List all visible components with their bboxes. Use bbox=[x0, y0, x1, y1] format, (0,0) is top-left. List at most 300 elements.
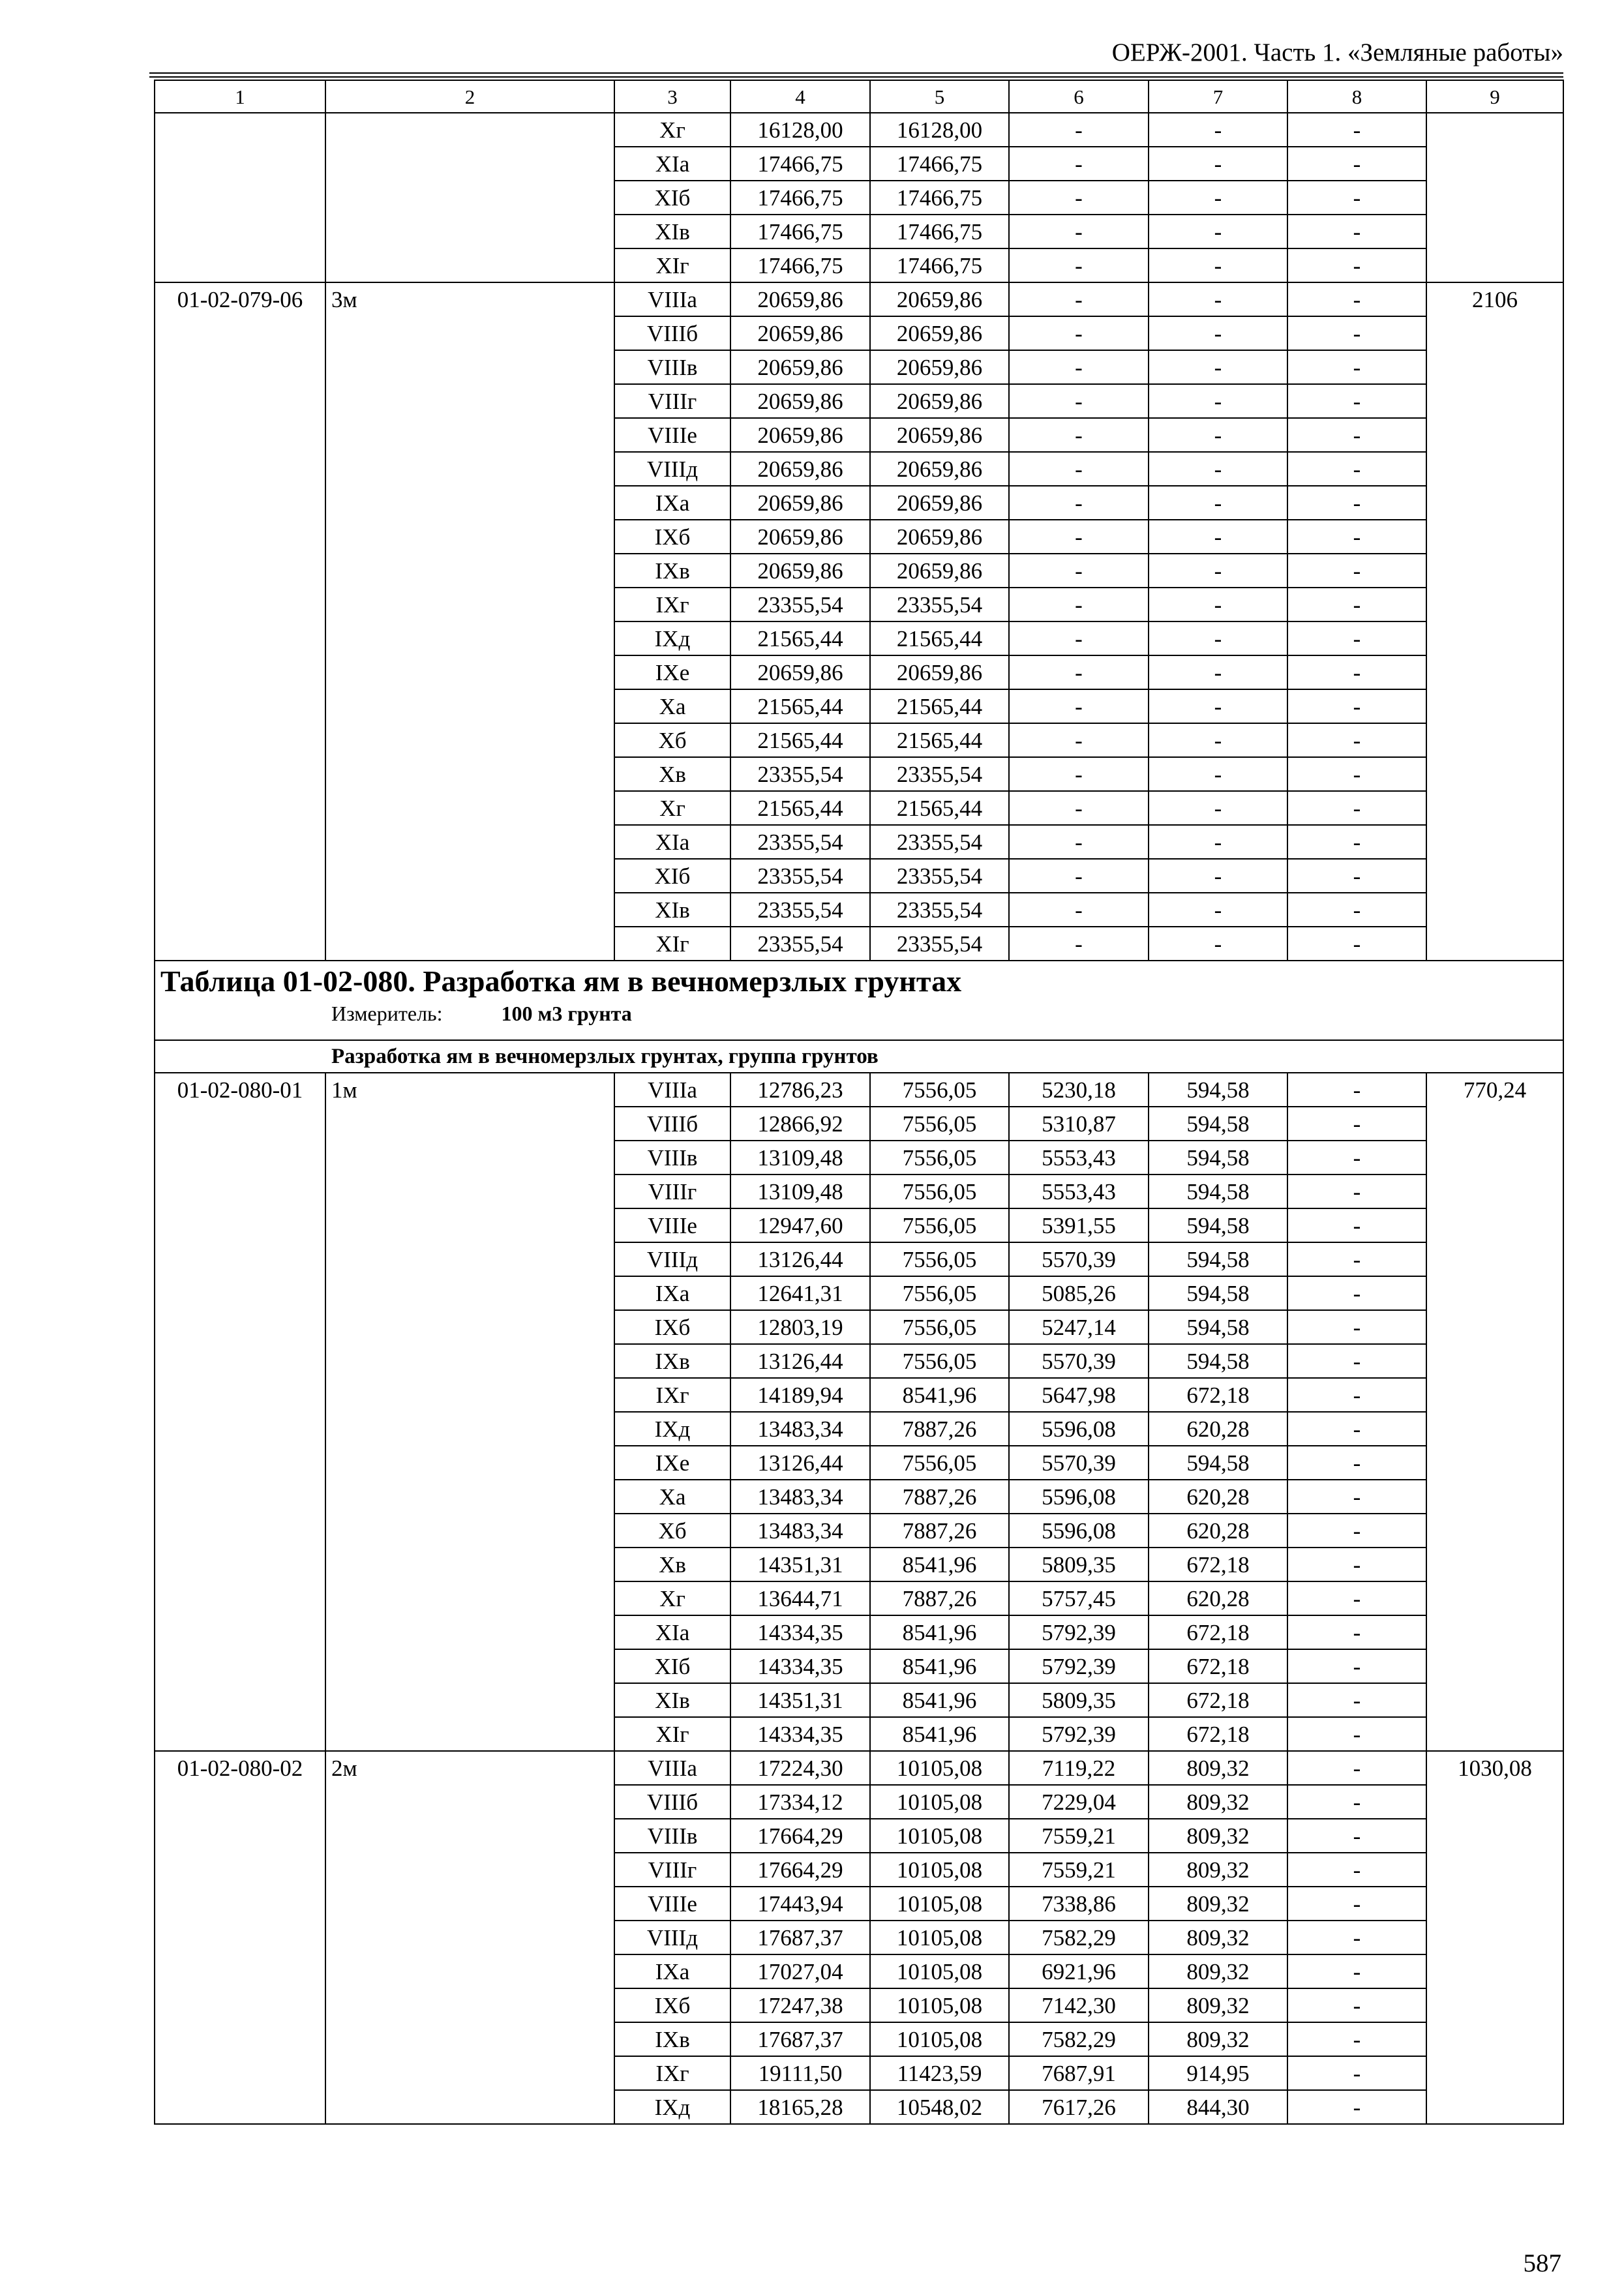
machine-cost-cell: - bbox=[1009, 689, 1149, 723]
soil-group-cell: IXб bbox=[614, 520, 730, 554]
wages-cell: 7887,26 bbox=[870, 1514, 1009, 1548]
machinist-wages-cell: 809,32 bbox=[1149, 1887, 1287, 1921]
machine-cost-cell: - bbox=[1009, 723, 1149, 757]
wages-cell: 17466,75 bbox=[870, 181, 1009, 215]
wages-cell: 20659,86 bbox=[870, 316, 1009, 350]
materials-cell: - bbox=[1287, 825, 1426, 859]
wages-cell: 7556,05 bbox=[870, 1174, 1009, 1208]
soil-group-cell: IXб bbox=[614, 1988, 730, 2022]
materials-cell: - bbox=[1287, 181, 1426, 215]
soil-group-cell: XIв bbox=[614, 1683, 730, 1717]
total-cost-cell: 17664,29 bbox=[730, 1819, 870, 1853]
machinist-wages-cell: - bbox=[1149, 282, 1287, 316]
column-number: 4 bbox=[730, 80, 870, 113]
wages-cell: 8541,96 bbox=[870, 1717, 1009, 1751]
materials-cell: - bbox=[1287, 418, 1426, 452]
total-cost-cell: 12641,31 bbox=[730, 1276, 870, 1310]
materials-cell: - bbox=[1287, 1242, 1426, 1276]
machine-cost-cell: 7142,30 bbox=[1009, 1988, 1149, 2022]
materials-cell: - bbox=[1287, 1853, 1426, 1887]
rate-code-cell: 01-02-080-02 bbox=[155, 1751, 325, 2124]
soil-group-cell: Xб bbox=[614, 1514, 730, 1548]
wages-cell: 8541,96 bbox=[870, 1548, 1009, 1581]
wages-cell: 8541,96 bbox=[870, 1378, 1009, 1412]
total-cost-cell: 13483,34 bbox=[730, 1412, 870, 1446]
total-cost-cell: 17224,30 bbox=[730, 1751, 870, 1785]
materials-cell: - bbox=[1287, 757, 1426, 791]
total-cost-cell: 23355,54 bbox=[730, 825, 870, 859]
machinist-wages-cell: - bbox=[1149, 418, 1287, 452]
machine-cost-cell: 5792,39 bbox=[1009, 1717, 1149, 1751]
machine-cost-cell: - bbox=[1009, 147, 1149, 181]
materials-cell: - bbox=[1287, 2056, 1426, 2090]
soil-group-cell: VIIIв bbox=[614, 1819, 730, 1853]
column-number-row bbox=[155, 80, 1563, 113]
materials-cell: - bbox=[1287, 588, 1426, 621]
wages-cell: 7556,05 bbox=[870, 1344, 1009, 1378]
materials-cell: - bbox=[1287, 1887, 1426, 1921]
total-cost-cell: 17466,75 bbox=[730, 215, 870, 248]
page-number: 587 bbox=[1523, 2249, 1561, 2277]
soil-group-cell: XIа bbox=[614, 147, 730, 181]
soil-group-cell: IXв bbox=[614, 554, 730, 588]
machine-cost-cell: - bbox=[1009, 486, 1149, 520]
machinist-wages-cell: - bbox=[1149, 893, 1287, 927]
total-cost-cell: 17687,37 bbox=[730, 1921, 870, 1954]
materials-cell: - bbox=[1287, 927, 1426, 961]
machinist-wages-cell: 809,32 bbox=[1149, 2022, 1287, 2056]
machine-cost-cell: 5596,08 bbox=[1009, 1412, 1149, 1446]
machinist-wages-cell: 809,32 bbox=[1149, 1785, 1287, 1819]
materials-cell: - bbox=[1287, 1581, 1426, 1615]
soil-group-cell: VIIIб bbox=[614, 316, 730, 350]
table-row bbox=[155, 1073, 1563, 1107]
soil-group-cell: IXг bbox=[614, 2056, 730, 2090]
soil-group-cell: XIг bbox=[614, 1717, 730, 1751]
total-cost-cell: 20659,86 bbox=[730, 418, 870, 452]
wages-cell: 10105,08 bbox=[870, 1751, 1009, 1785]
machine-cost-cell: 5310,87 bbox=[1009, 1107, 1149, 1141]
machine-cost-cell: - bbox=[1009, 588, 1149, 621]
materials-cell: - bbox=[1287, 1921, 1426, 1954]
wages-cell: 21565,44 bbox=[870, 791, 1009, 825]
machinist-wages-cell: 594,58 bbox=[1149, 1310, 1287, 1344]
column-number: 5 bbox=[870, 80, 1009, 113]
soil-group-cell: IXв bbox=[614, 1344, 730, 1378]
machine-cost-cell: 5247,14 bbox=[1009, 1310, 1149, 1344]
machine-cost-cell: 7559,21 bbox=[1009, 1853, 1149, 1887]
machine-cost-cell: 5792,39 bbox=[1009, 1649, 1149, 1683]
materials-cell: - bbox=[1287, 1548, 1426, 1581]
materials-cell: - bbox=[1287, 1717, 1426, 1751]
total-cost-cell: 13109,48 bbox=[730, 1141, 870, 1174]
machine-cost-cell: 7559,21 bbox=[1009, 1819, 1149, 1853]
total-cost-cell: 17466,75 bbox=[730, 147, 870, 181]
total-cost-cell: 17247,38 bbox=[730, 1988, 870, 2022]
total-cost-cell: 20659,86 bbox=[730, 316, 870, 350]
materials-cell: - bbox=[1287, 282, 1426, 316]
machine-cost-cell: 5596,08 bbox=[1009, 1480, 1149, 1514]
soil-group-cell: VIIIв bbox=[614, 1141, 730, 1174]
header-rule bbox=[149, 72, 1563, 74]
materials-cell: - bbox=[1287, 689, 1426, 723]
soil-group-cell: VIIIг bbox=[614, 384, 730, 418]
wages-cell: 7887,26 bbox=[870, 1480, 1009, 1514]
materials-cell: - bbox=[1287, 350, 1426, 384]
wages-cell: 7887,26 bbox=[870, 1581, 1009, 1615]
soil-group-cell: VIIIб bbox=[614, 1785, 730, 1819]
machine-cost-cell: 5792,39 bbox=[1009, 1615, 1149, 1649]
table-row bbox=[155, 113, 1563, 147]
materials-cell: - bbox=[1287, 316, 1426, 350]
wages-cell: 17466,75 bbox=[870, 248, 1009, 282]
materials-cell: - bbox=[1287, 1649, 1426, 1683]
wages-cell: 7887,26 bbox=[870, 1412, 1009, 1446]
soil-group-cell: XIв bbox=[614, 215, 730, 248]
machinist-wages-cell: 809,32 bbox=[1149, 1954, 1287, 1988]
machinist-wages-cell: - bbox=[1149, 113, 1287, 147]
measure-line bbox=[331, 1003, 1563, 1024]
wages-cell: 11423,59 bbox=[870, 2056, 1009, 2090]
total-cost-cell: 13126,44 bbox=[730, 1242, 870, 1276]
labor-norm-cell bbox=[1426, 113, 1563, 282]
machine-cost-cell: - bbox=[1009, 113, 1149, 147]
total-cost-cell: 17027,04 bbox=[730, 1954, 870, 1988]
machine-cost-cell: - bbox=[1009, 316, 1149, 350]
rates-table bbox=[154, 80, 1564, 2125]
wages-cell: 20659,86 bbox=[870, 418, 1009, 452]
wages-cell: 10105,08 bbox=[870, 1921, 1009, 1954]
total-cost-cell: 14351,31 bbox=[730, 1683, 870, 1717]
materials-cell: - bbox=[1287, 486, 1426, 520]
materials-cell: - bbox=[1287, 1141, 1426, 1174]
soil-group-cell: VIIIа bbox=[614, 1751, 730, 1785]
machine-cost-cell: - bbox=[1009, 927, 1149, 961]
total-cost-cell: 19111,50 bbox=[730, 2056, 870, 2090]
machinist-wages-cell: - bbox=[1149, 689, 1287, 723]
machinist-wages-cell: - bbox=[1149, 181, 1287, 215]
materials-cell: - bbox=[1287, 1480, 1426, 1514]
materials-cell: - bbox=[1287, 554, 1426, 588]
machine-cost-cell: - bbox=[1009, 655, 1149, 689]
total-cost-cell: 20659,86 bbox=[730, 486, 870, 520]
machinist-wages-cell: 672,18 bbox=[1149, 1548, 1287, 1581]
machine-cost-cell: 5809,35 bbox=[1009, 1683, 1149, 1717]
machinist-wages-cell: - bbox=[1149, 757, 1287, 791]
soil-group-cell: VIIIг bbox=[614, 1174, 730, 1208]
total-cost-cell: 17466,75 bbox=[730, 181, 870, 215]
soil-group-cell: VIIIв bbox=[614, 350, 730, 384]
wages-cell: 20659,86 bbox=[870, 554, 1009, 588]
labor-norm-cell: 1030,08 bbox=[1426, 1751, 1563, 2124]
materials-cell: - bbox=[1287, 1446, 1426, 1480]
wages-cell: 23355,54 bbox=[870, 893, 1009, 927]
materials-cell: - bbox=[1287, 113, 1426, 147]
wages-cell: 20659,86 bbox=[870, 520, 1009, 554]
machinist-wages-cell: - bbox=[1149, 350, 1287, 384]
column-number: 2 bbox=[325, 80, 614, 113]
machinist-wages-cell: - bbox=[1149, 588, 1287, 621]
wages-cell: 20659,86 bbox=[870, 282, 1009, 316]
materials-cell: - bbox=[1287, 1378, 1426, 1412]
soil-group-cell: IXе bbox=[614, 1446, 730, 1480]
total-cost-cell: 20659,86 bbox=[730, 655, 870, 689]
machine-cost-cell: 5647,98 bbox=[1009, 1378, 1149, 1412]
wages-cell: 7556,05 bbox=[870, 1073, 1009, 1107]
rate-name-cell: 1м bbox=[325, 1073, 614, 1751]
total-cost-cell: 23355,54 bbox=[730, 927, 870, 961]
machine-cost-cell: 7229,04 bbox=[1009, 1785, 1149, 1819]
wages-cell: 23355,54 bbox=[870, 757, 1009, 791]
machine-cost-cell: - bbox=[1009, 621, 1149, 655]
wages-cell: 23355,54 bbox=[870, 859, 1009, 893]
wages-cell: 7556,05 bbox=[870, 1242, 1009, 1276]
machinist-wages-cell: - bbox=[1149, 621, 1287, 655]
rate-code-cell: 01-02-079-06 bbox=[155, 282, 325, 961]
wages-cell: 8541,96 bbox=[870, 1615, 1009, 1649]
machine-cost-cell: 5570,39 bbox=[1009, 1242, 1149, 1276]
total-cost-cell: 21565,44 bbox=[730, 791, 870, 825]
soil-group-cell: IXа bbox=[614, 1954, 730, 1988]
wages-cell: 10105,08 bbox=[870, 1819, 1009, 1853]
materials-cell: - bbox=[1287, 452, 1426, 486]
wages-cell: 20659,86 bbox=[870, 486, 1009, 520]
total-cost-cell: 17664,29 bbox=[730, 1853, 870, 1887]
total-cost-cell: 12786,23 bbox=[730, 1073, 870, 1107]
wages-cell: 21565,44 bbox=[870, 621, 1009, 655]
total-cost-cell: 20659,86 bbox=[730, 520, 870, 554]
wages-cell: 20659,86 bbox=[870, 384, 1009, 418]
soil-group-cell: VIIIд bbox=[614, 452, 730, 486]
total-cost-cell: 18165,28 bbox=[730, 2090, 870, 2124]
rate-code-cell bbox=[155, 113, 325, 282]
materials-cell: - bbox=[1287, 1988, 1426, 2022]
group-heading-row bbox=[155, 1040, 1563, 1073]
wages-cell: 17466,75 bbox=[870, 215, 1009, 248]
machine-cost-cell: - bbox=[1009, 757, 1149, 791]
machine-cost-cell: 5570,39 bbox=[1009, 1344, 1149, 1378]
labor-norm-cell: 2106 bbox=[1426, 282, 1563, 961]
machinist-wages-cell: 809,32 bbox=[1149, 1921, 1287, 1954]
materials-cell: - bbox=[1287, 655, 1426, 689]
machinist-wages-cell: 672,18 bbox=[1149, 1615, 1287, 1649]
wages-cell: 10105,08 bbox=[870, 1785, 1009, 1819]
machinist-wages-cell: 594,58 bbox=[1149, 1107, 1287, 1141]
materials-cell: - bbox=[1287, 1954, 1426, 1988]
measure-label: Измеритель: bbox=[331, 1002, 443, 1025]
table-heading bbox=[155, 961, 1563, 1040]
materials-cell: - bbox=[1287, 1107, 1426, 1141]
machinist-wages-cell: - bbox=[1149, 248, 1287, 282]
machinist-wages-cell: - bbox=[1149, 520, 1287, 554]
materials-cell: - bbox=[1287, 859, 1426, 893]
soil-group-cell: Xа bbox=[614, 1480, 730, 1514]
machinist-wages-cell: 594,58 bbox=[1149, 1446, 1287, 1480]
materials-cell: - bbox=[1287, 520, 1426, 554]
table-row bbox=[155, 1751, 1563, 1785]
wages-cell: 10105,08 bbox=[870, 1887, 1009, 1921]
machine-cost-cell: 7617,26 bbox=[1009, 2090, 1149, 2124]
soil-group-cell: VIIIд bbox=[614, 1242, 730, 1276]
machine-cost-cell: 5391,55 bbox=[1009, 1208, 1149, 1242]
rate-name-cell: 3м bbox=[325, 282, 614, 961]
soil-group-cell: Xб bbox=[614, 723, 730, 757]
wages-cell: 7556,05 bbox=[870, 1208, 1009, 1242]
total-cost-cell: 23355,54 bbox=[730, 893, 870, 927]
machine-cost-cell: 7687,91 bbox=[1009, 2056, 1149, 2090]
machinist-wages-cell: 620,28 bbox=[1149, 1412, 1287, 1446]
wages-cell: 10105,08 bbox=[870, 2022, 1009, 2056]
machine-cost-cell: - bbox=[1009, 215, 1149, 248]
column-number: 3 bbox=[614, 80, 730, 113]
machinist-wages-cell: 594,58 bbox=[1149, 1276, 1287, 1310]
soil-group-cell: IXг bbox=[614, 1378, 730, 1412]
total-cost-cell: 20659,86 bbox=[730, 384, 870, 418]
total-cost-cell: 17334,12 bbox=[730, 1785, 870, 1819]
materials-cell: - bbox=[1287, 1615, 1426, 1649]
materials-cell: - bbox=[1287, 791, 1426, 825]
machine-cost-cell: - bbox=[1009, 825, 1149, 859]
machinist-wages-cell: 594,58 bbox=[1149, 1073, 1287, 1107]
machine-cost-cell: - bbox=[1009, 282, 1149, 316]
total-cost-cell: 20659,86 bbox=[730, 282, 870, 316]
machinist-wages-cell: - bbox=[1149, 452, 1287, 486]
materials-cell: - bbox=[1287, 723, 1426, 757]
machinist-wages-cell: 672,18 bbox=[1149, 1717, 1287, 1751]
materials-cell: - bbox=[1287, 1208, 1426, 1242]
soil-group-cell: IXе bbox=[614, 655, 730, 689]
soil-group-cell: XIв bbox=[614, 893, 730, 927]
machinist-wages-cell: - bbox=[1149, 927, 1287, 961]
machinist-wages-cell: 809,32 bbox=[1149, 1751, 1287, 1785]
soil-group-cell: VIIIб bbox=[614, 1107, 730, 1141]
wages-cell: 8541,96 bbox=[870, 1649, 1009, 1683]
total-cost-cell: 23355,54 bbox=[730, 859, 870, 893]
wages-cell: 7556,05 bbox=[870, 1310, 1009, 1344]
wages-cell: 7556,05 bbox=[870, 1446, 1009, 1480]
machine-cost-cell: 5230,18 bbox=[1009, 1073, 1149, 1107]
machine-cost-cell: - bbox=[1009, 520, 1149, 554]
soil-group-cell: Xг bbox=[614, 1581, 730, 1615]
wages-cell: 23355,54 bbox=[870, 588, 1009, 621]
wages-cell: 8541,96 bbox=[870, 1683, 1009, 1717]
total-cost-cell: 13483,34 bbox=[730, 1514, 870, 1548]
machinist-wages-cell: - bbox=[1149, 147, 1287, 181]
wages-cell: 10105,08 bbox=[870, 1853, 1009, 1887]
rates-table-body bbox=[155, 80, 1563, 2124]
total-cost-cell: 14334,35 bbox=[730, 1615, 870, 1649]
total-cost-cell: 13483,34 bbox=[730, 1480, 870, 1514]
machinist-wages-cell: - bbox=[1149, 316, 1287, 350]
total-cost-cell: 21565,44 bbox=[730, 723, 870, 757]
wages-cell: 7556,05 bbox=[870, 1141, 1009, 1174]
soil-group-cell: XIб bbox=[614, 181, 730, 215]
machine-cost-cell: 6921,96 bbox=[1009, 1954, 1149, 1988]
soil-group-cell: IXд bbox=[614, 1412, 730, 1446]
materials-cell: - bbox=[1287, 1514, 1426, 1548]
group-heading: Разработка ям в вечномерзлых грунтах, группа грунтов bbox=[155, 1040, 1563, 1073]
machinist-wages-cell: 594,58 bbox=[1149, 1174, 1287, 1208]
machinist-wages-cell: 672,18 bbox=[1149, 1378, 1287, 1412]
materials-cell: - bbox=[1287, 1073, 1426, 1107]
machinist-wages-cell: 594,58 bbox=[1149, 1208, 1287, 1242]
machinist-wages-cell: 620,28 bbox=[1149, 1581, 1287, 1615]
column-number: 9 bbox=[1426, 80, 1563, 113]
header-rule bbox=[149, 76, 1563, 78]
materials-cell: - bbox=[1287, 1751, 1426, 1785]
materials-cell: - bbox=[1287, 248, 1426, 282]
materials-cell: - bbox=[1287, 215, 1426, 248]
machine-cost-cell: - bbox=[1009, 181, 1149, 215]
soil-group-cell: IXа bbox=[614, 1276, 730, 1310]
machine-cost-cell: - bbox=[1009, 248, 1149, 282]
wages-cell: 20659,86 bbox=[870, 350, 1009, 384]
machinist-wages-cell: 809,32 bbox=[1149, 1853, 1287, 1887]
machine-cost-cell: - bbox=[1009, 350, 1149, 384]
machinist-wages-cell: - bbox=[1149, 384, 1287, 418]
column-number: 1 bbox=[155, 80, 325, 113]
materials-cell: - bbox=[1287, 893, 1426, 927]
machine-cost-cell: - bbox=[1009, 452, 1149, 486]
materials-cell: - bbox=[1287, 147, 1426, 181]
machinist-wages-cell: - bbox=[1149, 554, 1287, 588]
total-cost-cell: 17466,75 bbox=[730, 248, 870, 282]
materials-cell: - bbox=[1287, 1785, 1426, 1819]
machinist-wages-cell: 620,28 bbox=[1149, 1480, 1287, 1514]
column-number: 8 bbox=[1287, 80, 1426, 113]
machinist-wages-cell: 672,18 bbox=[1149, 1683, 1287, 1717]
machinist-wages-cell: 844,30 bbox=[1149, 2090, 1287, 2124]
machine-cost-cell: 5553,43 bbox=[1009, 1174, 1149, 1208]
materials-cell: - bbox=[1287, 621, 1426, 655]
machinist-wages-cell: - bbox=[1149, 791, 1287, 825]
rate-name-cell: 2м bbox=[325, 1751, 614, 2124]
machinist-wages-cell: 594,58 bbox=[1149, 1344, 1287, 1378]
machinist-wages-cell: - bbox=[1149, 859, 1287, 893]
machinist-wages-cell: 809,32 bbox=[1149, 1988, 1287, 2022]
soil-group-cell: Xг bbox=[614, 113, 730, 147]
machine-cost-cell: 7582,29 bbox=[1009, 2022, 1149, 2056]
machine-cost-cell: 5757,45 bbox=[1009, 1581, 1149, 1615]
soil-group-cell: IXд bbox=[614, 2090, 730, 2124]
materials-cell: - bbox=[1287, 2090, 1426, 2124]
labor-norm-cell: 770,24 bbox=[1426, 1073, 1563, 1751]
soil-group-cell: IXг bbox=[614, 588, 730, 621]
machinist-wages-cell: 594,58 bbox=[1149, 1242, 1287, 1276]
soil-group-cell: Xв bbox=[614, 1548, 730, 1581]
machine-cost-cell: 5809,35 bbox=[1009, 1548, 1149, 1581]
materials-cell: - bbox=[1287, 2022, 1426, 2056]
machinist-wages-cell: 914,95 bbox=[1149, 2056, 1287, 2090]
machine-cost-cell: 7119,22 bbox=[1009, 1751, 1149, 1785]
machinist-wages-cell: - bbox=[1149, 655, 1287, 689]
soil-group-cell: VIIIа bbox=[614, 1073, 730, 1107]
soil-group-cell: VIIIе bbox=[614, 1887, 730, 1921]
total-cost-cell: 13644,71 bbox=[730, 1581, 870, 1615]
total-cost-cell: 13126,44 bbox=[730, 1344, 870, 1378]
machinist-wages-cell: - bbox=[1149, 723, 1287, 757]
wages-cell: 21565,44 bbox=[870, 689, 1009, 723]
materials-cell: - bbox=[1287, 1310, 1426, 1344]
soil-group-cell: VIIIд bbox=[614, 1921, 730, 1954]
materials-cell: - bbox=[1287, 1276, 1426, 1310]
total-cost-cell: 12866,92 bbox=[730, 1107, 870, 1141]
soil-group-cell: XIб bbox=[614, 1649, 730, 1683]
materials-cell: - bbox=[1287, 1412, 1426, 1446]
table-row bbox=[155, 282, 1563, 316]
machinist-wages-cell: - bbox=[1149, 825, 1287, 859]
wages-cell: 23355,54 bbox=[870, 927, 1009, 961]
